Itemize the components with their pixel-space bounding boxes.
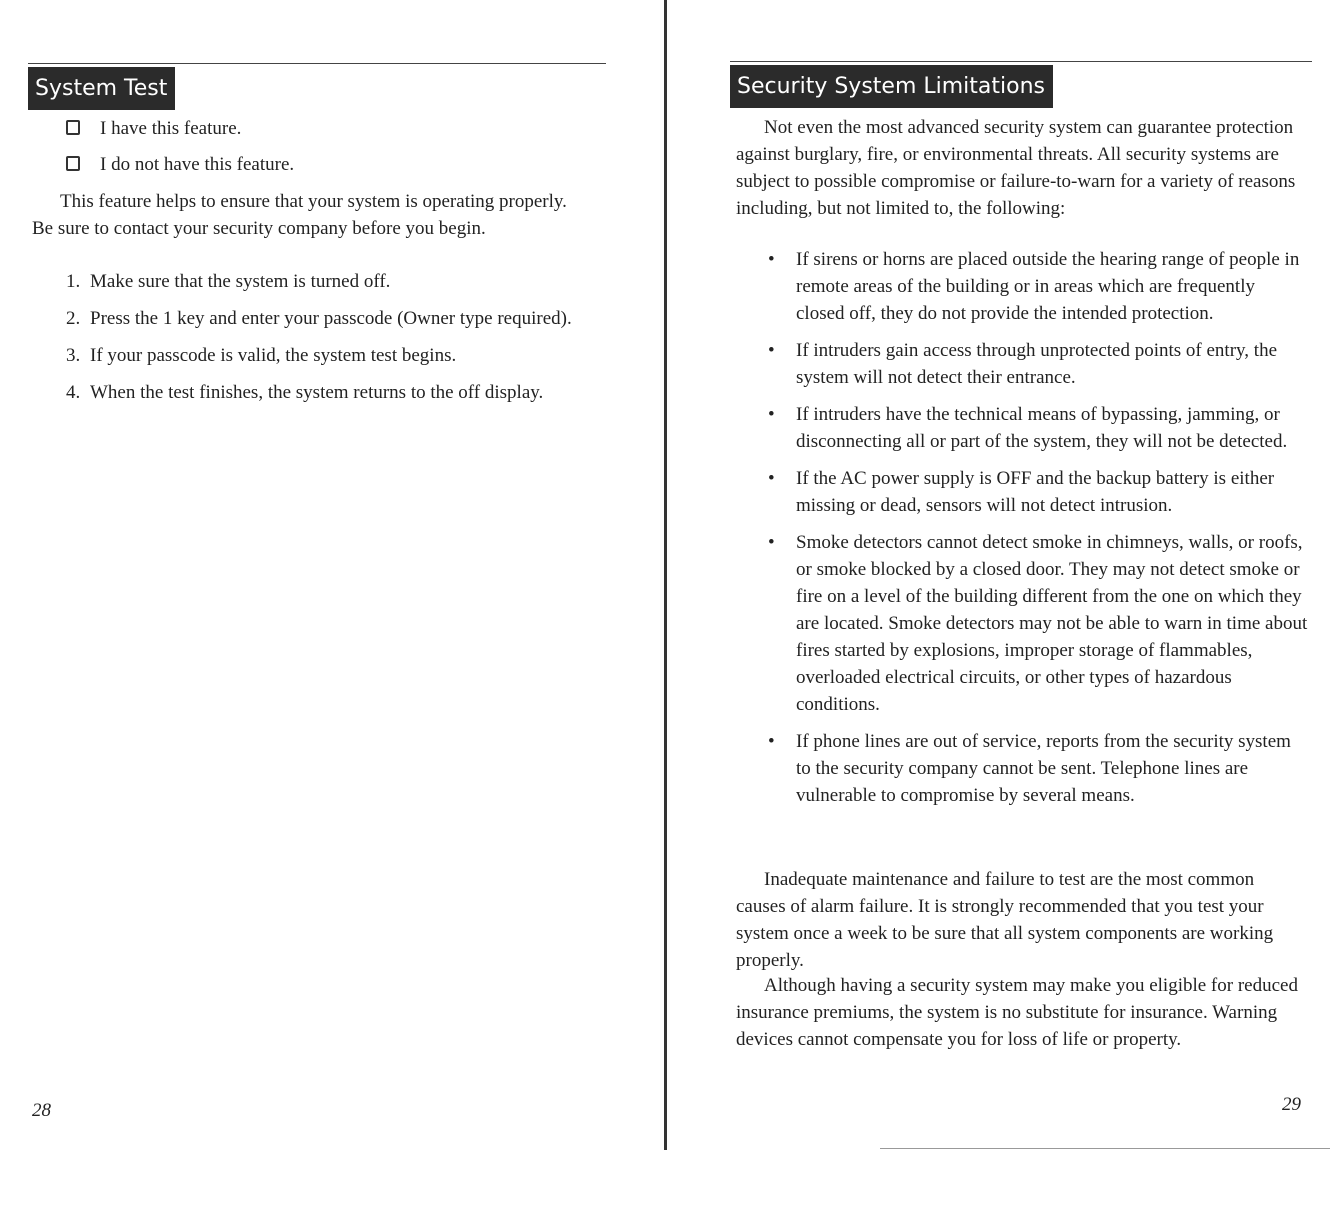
checkbox-label: I do not have this feature. [100,154,295,175]
top-rule [730,61,1312,62]
step-text: When the test finishes, the system returns to the off display. [90,382,544,403]
list-item [768,246,1308,327]
step-number: 3. [66,345,81,366]
limitations-list [768,246,1308,819]
bullet-text: If sirens or horns are placed outside the hearing range of people in remote areas of the building or in areas which are frequently closed off, they do not provide the intended protection. [796,249,1300,324]
bullet-text: If intruders gain access through unprotected points of entry, the system will not detect their entrance. [796,340,1278,388]
bullet-icon: • [768,468,775,489]
bullet-icon: • [768,404,775,425]
step-number: 1. [66,271,81,292]
section-heading: System Test [28,67,175,110]
list-item [768,337,1308,391]
step-text: If your passcode is valid, the system test begins. [90,345,457,366]
maintenance-paragraph: Inadequate maintenance and failure to test are the most common causes of alarm failure. It is strongly recommended that you test your system once a week to be sure that all system components are working properly. [736,869,1274,971]
step-text: Press the 1 key and enter your passcode (Owner type required). [90,308,572,329]
list-item [66,305,626,332]
step-text: Make sure that the system is turned off. [90,271,391,292]
list-item [768,401,1308,455]
step-number: 4. [66,382,81,403]
list-item [66,268,626,295]
bottom-rule [880,1148,1330,1149]
list-item [768,728,1308,809]
checkbox-icon[interactable] [66,120,80,135]
right-page [660,0,1330,1220]
page-number: 28 [32,1100,51,1121]
page-number: 29 [1282,1094,1301,1115]
list-item [768,529,1308,718]
intro-paragraph: Not even the most advanced security system can guarantee protection against burglary, fire, or environmental threats. All security systems are subject to possible compromise or failure-to-warn for a variety of reasons including, but not limited to, the following: [736,117,1296,219]
bullet-text: If intruders have the technical means of bypassing, jamming, or disconnecting all or part of the system, they will not be detected. [796,404,1288,452]
bullet-icon: • [768,532,775,553]
list-item [66,342,626,369]
bullet-text: If the AC power supply is OFF and the backup battery is either missing or dead, sensors will not detect intrusion. [796,468,1275,516]
checkbox-label: I have this feature. [100,118,242,139]
checkbox-row[interactable] [66,154,294,176]
checkbox-row[interactable] [66,118,241,140]
top-rule [28,63,606,64]
step-number: 2. [66,308,81,329]
bullet-text: If phone lines are out of service, reports from the security system to the security company cannot be sent. Telephone lines are vulnerable to compromise by several means. [796,731,1291,806]
list-item [768,465,1308,519]
bullet-icon: • [768,249,775,270]
section-heading: Security System Limitations [730,65,1053,108]
bullet-icon: • [768,340,775,361]
checkbox-icon[interactable] [66,156,80,171]
insurance-paragraph: Although having a security system may make you eligible for reduced insurance premiums, the system is no substitute for insurance. Warning devices cannot compensate you for loss of life or property. [736,975,1298,1050]
bullet-text: Smoke detectors cannot detect smoke in chimneys, walls, or roofs, or smoke blocked by a closed door. They may not detect smoke or fire on a level of the building different from the one on which they are located. Smoke detectors may not be able to warn in time about fires started by explosions, improper storage of flammables, overloaded electrical circuits, or other types of hazardous conditions. [796,532,1308,715]
list-item [66,379,626,406]
left-page [0,0,655,1220]
steps-list [66,268,626,416]
intro-paragraph: This feature helps to ensure that your system is operating properly. Be sure to contact your security company before you begin. [32,191,567,239]
bullet-icon: • [768,731,775,752]
